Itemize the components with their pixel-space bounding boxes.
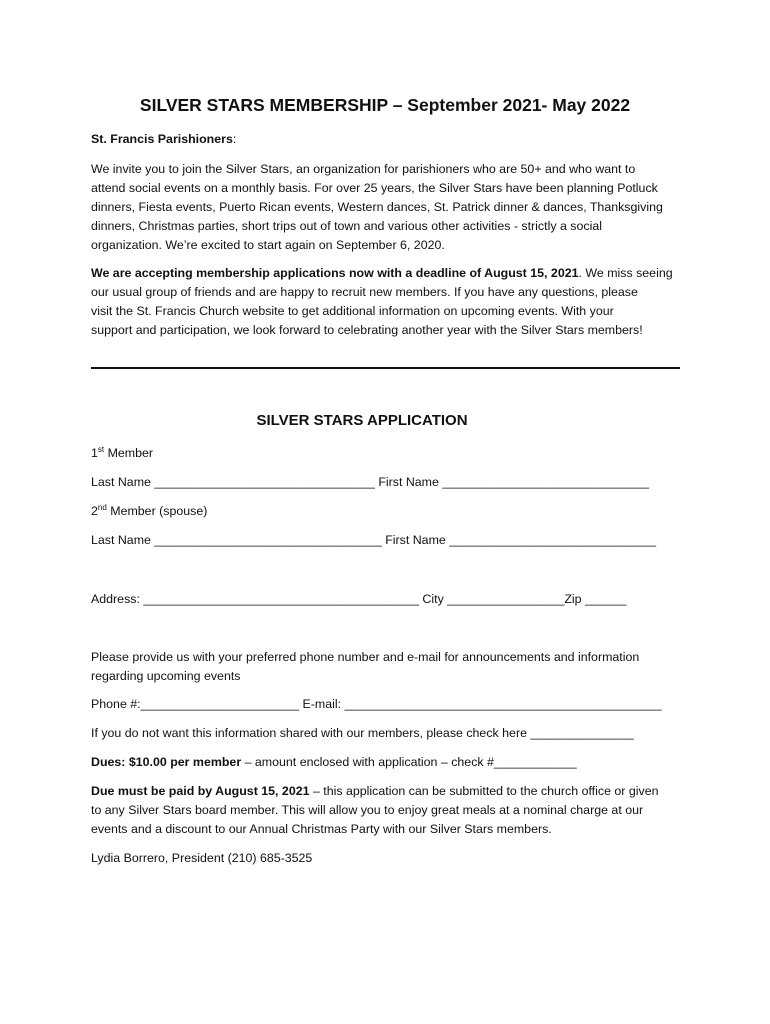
contact-line: Please provide us with your preferred phone number and e-mail for announcements and information xyxy=(91,650,640,664)
accepting-line: visit the St. Francis Church website to get additional information on upcoming events. With your xyxy=(91,304,614,318)
member2-heading xyxy=(91,502,207,521)
section-divider xyxy=(91,367,680,369)
member1-label: Member xyxy=(104,446,154,460)
intro-line: dinners, Christmas parties, short trips out of town and various other activities - strictly a social xyxy=(91,219,602,233)
due-line: events and a discount to our Annual Christmas Party with our Silver Stars members. xyxy=(91,822,552,836)
optout-checkbox-line[interactable]: If you do not want this information shared with our members, please check here _______________ xyxy=(91,726,634,740)
application-title: SILVER STARS APPLICATION xyxy=(256,412,468,429)
address-fields[interactable]: Address: ________________________________________ City _________________Zip ______ xyxy=(91,592,627,606)
accepting-first-rest: . We miss seeing xyxy=(578,266,673,280)
due-first-line xyxy=(91,782,681,801)
president-contact: Lydia Borrero, President (210) 685-3525 xyxy=(91,851,313,865)
due-deadline: Due must be paid by August 15, 2021 xyxy=(91,784,310,798)
member1-number: 1 xyxy=(91,446,98,460)
intro-line: attend social events on a monthly basis. For over 25 years, the Silver Stars have been planning Potluck xyxy=(91,181,658,195)
page-title: SILVER STARS MEMBERSHIP – September 2021- May 2022 xyxy=(139,95,631,115)
deadline-notice: We are accepting membership applications now with a deadline of August 15, 2021 xyxy=(91,266,579,280)
dues-amount: Dues: $10.00 per member xyxy=(91,755,242,769)
due-paragraph xyxy=(91,782,681,839)
intro-paragraph xyxy=(91,160,681,255)
contact-line: regarding upcoming events xyxy=(91,669,241,683)
greeting xyxy=(91,130,236,149)
accepting-first-line xyxy=(91,264,681,283)
member2-label: Member (spouse) xyxy=(106,504,208,518)
due-line: to any Silver Stars board member. This will allow you to enjoy great meals at a nominal charge at our xyxy=(91,803,644,817)
intro-line: dinners, Fiesta events, Puerto Rican events, Western dances, St. Patrick dinner & dances, Thanksgiving xyxy=(91,200,663,214)
accepting-line: our usual group of friends and are happy to recruit new members. If you have any questions, please xyxy=(91,285,638,299)
due-first-rest: – this application can be submitted to the church office or given xyxy=(309,784,659,798)
intro-line: organization. We’re excited to start again on September 6, 2020. xyxy=(91,238,445,252)
greeting-colon: : xyxy=(232,132,237,146)
member1-name-fields[interactable]: Last Name ________________________________ First Name ______________________________ xyxy=(91,475,650,489)
member1-ordinal: st xyxy=(97,445,105,454)
member2-number: 2 xyxy=(91,504,98,518)
greeting-label: St. Francis Parishioners xyxy=(91,132,233,146)
accepting-paragraph xyxy=(91,264,681,340)
member2-ordinal: nd xyxy=(97,503,107,512)
member1-heading xyxy=(91,444,153,463)
dues-line xyxy=(91,753,577,772)
accepting-line: support and participation, we look forward to celebrating another year with the Silver Stars members! xyxy=(91,323,643,337)
member2-name-fields[interactable]: Last Name _________________________________ First Name ______________________________ xyxy=(91,533,656,547)
intro-line: We invite you to join the Silver Stars, an organization for parishioners who are 50+ and who want to xyxy=(91,162,636,176)
dues-check-field[interactable]: – amount enclosed with application – check #____________ xyxy=(241,755,577,769)
contact-instructions xyxy=(91,648,681,686)
phone-email-fields[interactable]: Phone #:_______________________ E-mail: ______________________________________________ xyxy=(91,697,662,711)
